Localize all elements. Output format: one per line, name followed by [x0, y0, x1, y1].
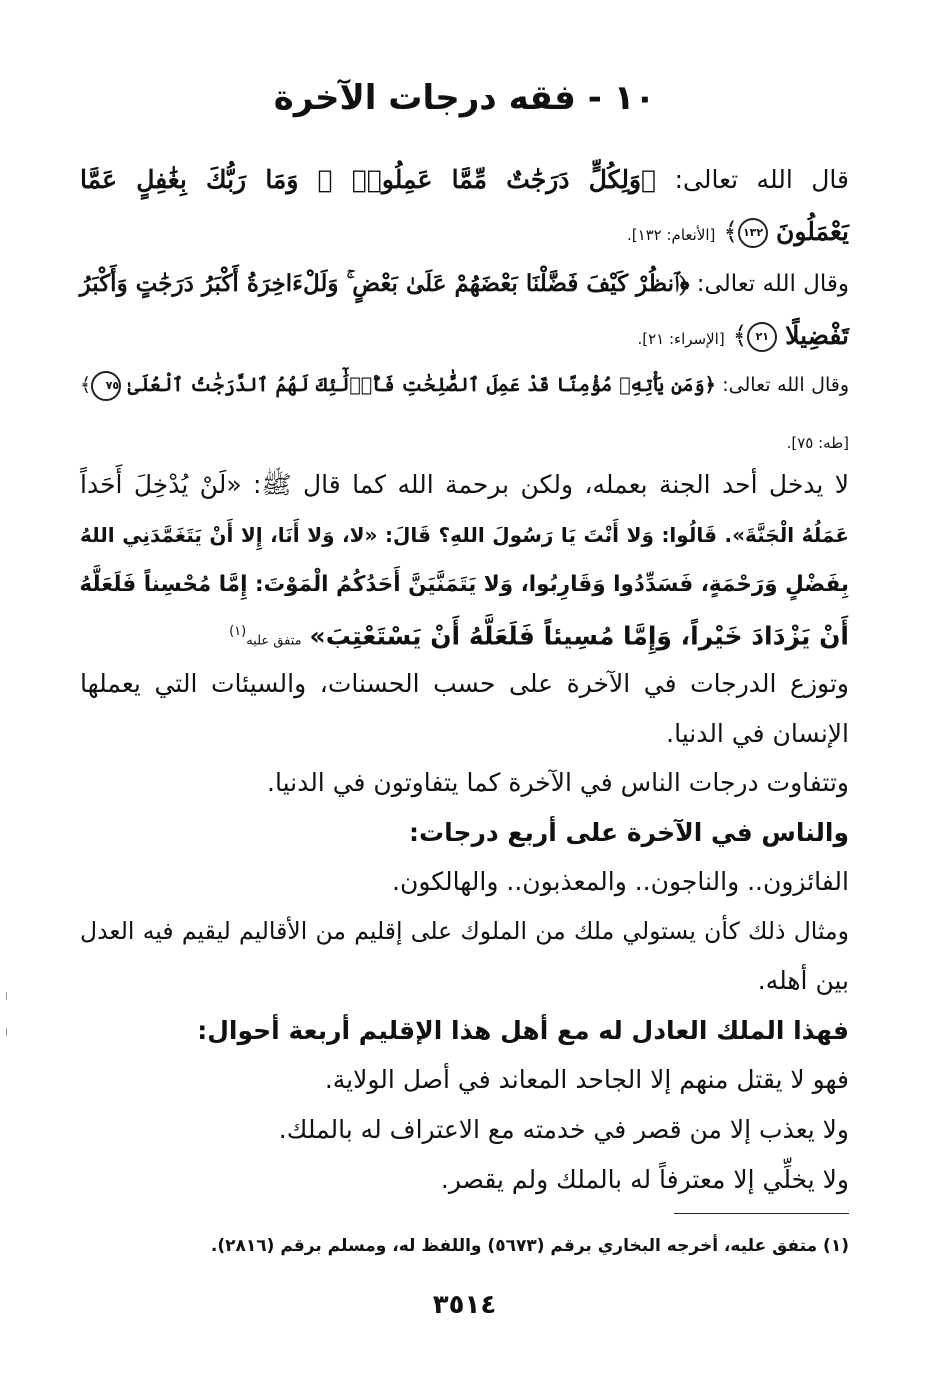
verse-number-icon: ١٣٢: [738, 218, 768, 248]
page-number: ٣٥١٤: [432, 1290, 497, 1320]
paragraph-7: ولا يخلِّي إلا معترفاً له بالملك ولم يقصر.: [440, 1165, 849, 1194]
heading-four-states: فهذا الملك العادل له مع أهل هذا الإقليم أربعة أحوال:: [197, 1016, 849, 1045]
verse-3-line-2: [80, 420, 849, 463]
verse-intro: قال الله تعالى:: [674, 165, 849, 194]
paragraph-6: ولا يعذب إلا من قصر في خدمته مع الاعتراف له بالملك.: [278, 1115, 849, 1144]
verse-intro: وقال الله تعالى:: [696, 271, 849, 297]
verse-1-line-1: [80, 160, 849, 200]
quran-text: تَفْضِيلًا: [785, 321, 849, 350]
quran-text: ﴿ٱنظُرْ كَيْفَ فَضَّلْنَا بَعْضَهُمْ عَلَىٰ بَعْضٍ ۚ وَلَلْءَاخِرَةُ أَكْبَرُ دَرَجَٰتٍ وَأَكْبَرُ: [79, 270, 690, 297]
hadith-source: متفق عليه: [246, 633, 302, 649]
hadith-line-2: [80, 515, 849, 555]
verse-3-line-1: وقال الله تعالى: ﴿وَمَن يَأْتِهِۦ مُؤْمِنًا قَدْ عَمِلَ ٱلصَّٰلِحَٰتِ فَأُو۟لَٰٓئِكَ لَهُمُ ٱلدَّرَجَٰتُ ٱلْعُلَىٰ ٧٥﴾: [80, 365, 849, 405]
chapter-title: ١٠ - فقه درجات الآخرة: [273, 78, 656, 118]
verse-number-icon: ٢١: [747, 322, 777, 352]
hadith-line-4: [80, 612, 849, 661]
hadith-line-3: [80, 565, 849, 605]
paragraph-1-line-2: الإنسان في الدنيا.: [666, 719, 849, 748]
scan-mark: [6, 992, 7, 1000]
paragraph-1-line-1: وتوزع الدرجات في الآخرة على حسب الحسنات، والسيئات التي يعملها: [80, 669, 849, 698]
quran-text: ﴿وَلِكُلٍّ دَرَجَٰتٌ مِّمَّا عَمِلُوا۟ ۚ وَمَا رَبُّكَ بِغَٰفِلٍ عَمَّا: [80, 165, 657, 194]
verse-intro: وقال الله تعالى:: [722, 374, 849, 396]
verse-1-line-2: يَعْمَلُونَ ١٣٢﴾ [الأنعام: ١٣٢].: [626, 217, 849, 246]
hadith-text: لا يدخل أحد الجنة بعمله، ولكن برحمة الله كما قال ﷺ: «لَنْ يُدْخِلَ أَحَداً: [80, 470, 849, 499]
paragraph-4-line-1: ومثال ذلك كأن يستولي ملك من الملوك على إقليم من الأقاليم ليقيم فيه العدل: [80, 917, 849, 945]
paragraph-3: الفائزون.. والناجون.. والمعذبون.. والهالكون.: [392, 867, 849, 896]
verse-reference: [طه: ٧٥].: [786, 434, 849, 452]
heading-four-levels: والناس في الآخرة على أربع درجات:: [408, 818, 849, 847]
footnote-divider: [674, 1213, 849, 1214]
hadith-text: أَنْ يَزْدَادَ خَيْراً، وَإِمَّا مُسِيئاً فَلَعَلَّهُ أَنْ يَسْتَعْتِبَ»: [309, 621, 849, 651]
verse-number-icon: ٧٥: [91, 371, 121, 401]
book-page: [80, 0, 849, 1384]
paragraph-4-line-2: بين أهله.: [757, 966, 849, 995]
paragraph-2: وتتفاوت درجات الناس في الآخرة كما يتفاوتون في الدنيا.: [267, 768, 849, 797]
verse-reference: [الأنعام: ١٣٢].: [626, 226, 716, 244]
verse-2-line-1: [80, 264, 849, 304]
quran-text: ﴿وَمَن يَأْتِهِۦ مُؤْمِنًا قَدْ عَمِلَ ٱلصَّٰلِحَٰتِ فَأُو۟لَٰٓئِكَ لَهُمُ ٱلدَّرَجَٰتُ ٱلْعُلَىٰ: [127, 374, 716, 396]
verse-2-line-2: تَفْضِيلًا ٢١﴾ [الإسراء: ٢١].: [637, 321, 849, 350]
scan-mark: [6, 1028, 7, 1036]
hadith-line-1: [80, 465, 849, 505]
hadith-text: بِفَضْلٍ وَرَحْمَةٍ، فَسَدِّدُوا وَقَارِبُوا، وَلا يَتَمَنَّيَنَّ أَحَدُكُمُ الْمَوْتَ: إِمَّا مُحْسِناً فَلَعَلَّهُ: [79, 572, 849, 597]
verse-reference: [الإسراء: ٢١].: [637, 330, 725, 348]
footnote-marker: (١): [229, 624, 247, 639]
quran-text: يَعْمَلُونَ: [775, 217, 849, 246]
hadith-text: عَمَلُهُ الْجَنَّةَ». قَالُوا: وَلا أَنْتَ يَا رَسُولَ اللهِ؟ قَالَ: «لا، وَلا أَنَا، إِلا أَنْ يَتَغَمَّدَنِي اللهُ: [80, 523, 849, 547]
footnote: (١) متفق عليه، أخرجه البخاري برقم (٥٦٧٣) واللفظ له، ومسلم برقم (٢٨١٦).: [210, 1236, 849, 1256]
paragraph-5: فهو لا يقتل منهم إلا الجاحد المعاند في أصل الولاية.: [324, 1065, 849, 1094]
